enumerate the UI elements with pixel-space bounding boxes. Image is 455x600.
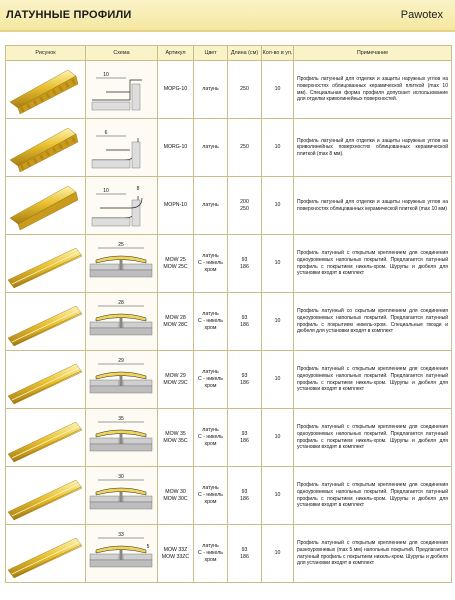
cross-section-diagram [86,294,156,349]
cell-qty-text: 10 [274,376,281,382]
product-photo [6,178,84,233]
cell-note [294,467,452,525]
table-row [6,351,452,409]
table-row [6,467,452,525]
cell-color-text: латунь [202,144,219,150]
cell-color [194,293,228,351]
cell-note-text: Профиль латунный с открытым креплением для соединения одноуровневых напольных покрытий. Предлагается латунный профиль с покрытием никель-хром. Шурупы и дюбеля для установки входят в комплект [297,482,448,509]
dimension-label: 28 [118,300,124,306]
product-photo [6,526,84,581]
cross-section-diagram [86,352,156,407]
cross-section-diagram [86,526,156,581]
cell-scheme [86,61,158,119]
cell-note [294,525,452,583]
cell-color-text: латунь C - никель хром [198,311,223,331]
cell-qty-text: 10 [274,550,281,556]
cell-note [294,409,452,467]
cell-scheme [86,409,158,467]
cell-color [194,61,228,119]
cell-qty-text: 10 [274,318,281,324]
cell-note [294,177,452,235]
cell-length [228,61,262,119]
product-photo [6,294,84,349]
col-header-qty: Кол-во в уп. [262,46,294,61]
cell-article [158,119,194,177]
cell-note-text: Профиль латунный с открытым креплением для соединения разноуровневых (max 5 мм) напольных покрытий. Предлагается латунный профиль с покрытием никель-хром. Шурупы и дюбеля для установки входят в комплект [297,540,448,567]
cell-article [158,351,194,409]
dimension-label: 25 [118,242,124,248]
dimension-label: 35 [118,416,124,422]
cell-length [228,351,262,409]
cell-picture [6,467,86,525]
cell-scheme [86,351,158,409]
cell-note-text: Профиль латунный со скрытым креплением для соединения одноуровневых напольных покрытий. Предлагается латунный профиль с покрытием никель-хром. Специальные гвозди и дюбеля для установки входят в комплект [297,308,448,335]
dimension-label: 33 [118,532,124,538]
cell-color [194,467,228,525]
cell-note-text: Профиль латунный для отделки и защиты наружных углов на криволинейных поверхностях облицованных керамической плиткой (max 8 мм). [297,137,448,157]
page-title: ЛАТУННЫЕ ПРОФИЛИ [6,9,132,21]
cross-section-diagram [86,120,156,175]
cell-color-text: латунь C - никель хром [198,369,223,389]
dimension-label: 30 [118,474,124,480]
product-photo [6,468,84,523]
cell-color-text: латунь C - никель хром [198,485,223,505]
cell-length [228,293,262,351]
table-row [6,409,452,467]
product-photo [6,410,84,465]
table-row [6,525,452,583]
dimension-label: 8 [136,186,140,192]
cell-length-text: 93 186 [240,314,249,328]
cross-section-diagram [86,62,156,117]
cell-length-text: 93 186 [240,430,249,444]
cell-picture [6,235,86,293]
cell-article-text: MOW 29 MOW 29C [163,372,188,386]
cell-picture [6,61,86,119]
col-header-picture: Рисунок [6,46,86,61]
cross-section-diagram [86,178,156,233]
cell-scheme [86,177,158,235]
brand-name: Pawotex [400,9,443,21]
cell-article [158,61,194,119]
cell-note-text: Профиль латунный для отделки и защиты наружных углов на поверхностях облицованных керамической плиткой (max 10 мм) [297,198,448,212]
cell-article [158,409,194,467]
cell-color-text: латунь [202,86,219,92]
cell-qty-text: 10 [274,492,281,498]
cell-qty [262,351,294,409]
cell-length-text: 200 250 [240,198,249,212]
cell-article-text: MOW 28 MOW 28C [163,314,188,328]
cell-qty [262,525,294,583]
page-header [0,0,455,30]
cell-color-text: латунь C - никель хром [198,427,223,447]
cell-qty [262,61,294,119]
cell-length [228,119,262,177]
table-row [6,177,452,235]
cell-picture [6,525,86,583]
cell-color-text: латунь [202,202,219,208]
product-photo [6,120,84,175]
cell-color [194,525,228,583]
cell-picture [6,293,86,351]
table-row [6,119,452,177]
cell-scheme [86,293,158,351]
products-table [5,45,452,583]
cell-note [294,293,452,351]
cell-qty-text: 10 [274,260,281,266]
cell-note-text: Профиль латунный с открытым креплением для соединения одноуровневых напольных покрытий. Предлагается латунный профиль с покрытием никель-хром. Шурупы и дюбеля для установки входят в комплект [297,366,448,393]
table-header-row [6,46,452,61]
cell-length-text: 250 [240,144,249,150]
cell-qty [262,293,294,351]
dimension-label: 10 [103,188,109,194]
cell-color-text: латунь C - никель хром [198,253,223,273]
table-row [6,235,452,293]
cell-picture [6,409,86,467]
cell-color [194,409,228,467]
cell-article-text: MOPG-10 [163,86,188,92]
cell-article [158,235,194,293]
cell-qty-text: 10 [274,202,281,208]
dimension-label: 5 [146,544,150,550]
cell-picture [6,351,86,409]
cell-note [294,351,452,409]
cell-article-text: MOPN-10 [163,202,188,208]
col-header-color: Цвет [194,46,228,61]
cell-picture [6,119,86,177]
dimension-label: 29 [118,358,124,364]
product-photo [6,352,84,407]
cell-qty [262,409,294,467]
cross-section-diagram [86,236,156,291]
cell-article-text: MOW 35 MOW 35C [163,430,188,444]
cross-section-diagram [86,410,156,465]
cell-length [228,525,262,583]
cell-color [194,177,228,235]
product-photo [6,236,84,291]
cell-qty [262,467,294,525]
cell-article [158,467,194,525]
cell-color [194,235,228,293]
cell-qty [262,235,294,293]
header-rule [0,30,455,32]
cell-scheme [86,119,158,177]
cell-note [294,61,452,119]
cell-note [294,235,452,293]
col-header-article: Артикул [158,46,194,61]
cell-article-text: MOW 33Z MOW 33ZC [161,546,190,560]
cell-note-text: Профиль латунный с открытым креплением для соединения одноуровневых напольных покрытий. Предлагается латунный профиль с покрытием никель-хром. Шурупы и дюбеля для установки входят в комплект [297,424,448,451]
cell-scheme [86,235,158,293]
cell-note-text: Профиль латунный для отделки и защиты наружных углов на поверхностях облицованных керамической плиткой (max 10 мм). Специальная форма профиля допускает использование для отделки криволинейных поверхностей. [297,76,448,103]
cell-length-text: 93 186 [240,488,249,502]
cell-note-text: Профиль латунный с открытым креплением для соединения одноуровневых напольных покрытий. Предлагается латунный профиль с покрытием никель-хром. Шурупы и дюбеля для установки входят в комплект [297,250,448,277]
dimension-label: 6 [104,130,108,136]
cell-qty [262,177,294,235]
cell-article [158,525,194,583]
cell-length [228,409,262,467]
cell-color [194,119,228,177]
cell-length [228,467,262,525]
cell-article [158,293,194,351]
cell-length-text: 93 186 [240,256,249,270]
cell-article-text: MOW 30 MOW 30C [163,488,188,502]
cell-article-text: MORG-10 [163,144,188,150]
cell-length [228,235,262,293]
cell-length [228,177,262,235]
cell-color-text: латунь C - никель хром [198,543,223,563]
col-header-length: Длина (см) [228,46,262,61]
product-photo [6,62,84,117]
cross-section-diagram [86,468,156,523]
cell-article [158,177,194,235]
cell-color [194,351,228,409]
cell-qty-text: 10 [274,144,281,150]
table-row [6,61,452,119]
dimension-label: 10 [103,72,109,78]
cell-qty [262,119,294,177]
cell-note [294,119,452,177]
cell-scheme [86,525,158,583]
cell-length-text: 250 [240,86,249,92]
cell-length-text: 93 186 [240,546,249,560]
cell-picture [6,177,86,235]
table-row [6,293,452,351]
cell-scheme [86,467,158,525]
cell-qty-text: 10 [274,434,281,440]
cell-article-text: MOW 25 MOW 25C [163,256,188,270]
cell-length-text: 93 186 [240,372,249,386]
col-header-note: Примечание [294,46,452,61]
cell-qty-text: 10 [274,86,281,92]
col-header-scheme: Схема [86,46,158,61]
